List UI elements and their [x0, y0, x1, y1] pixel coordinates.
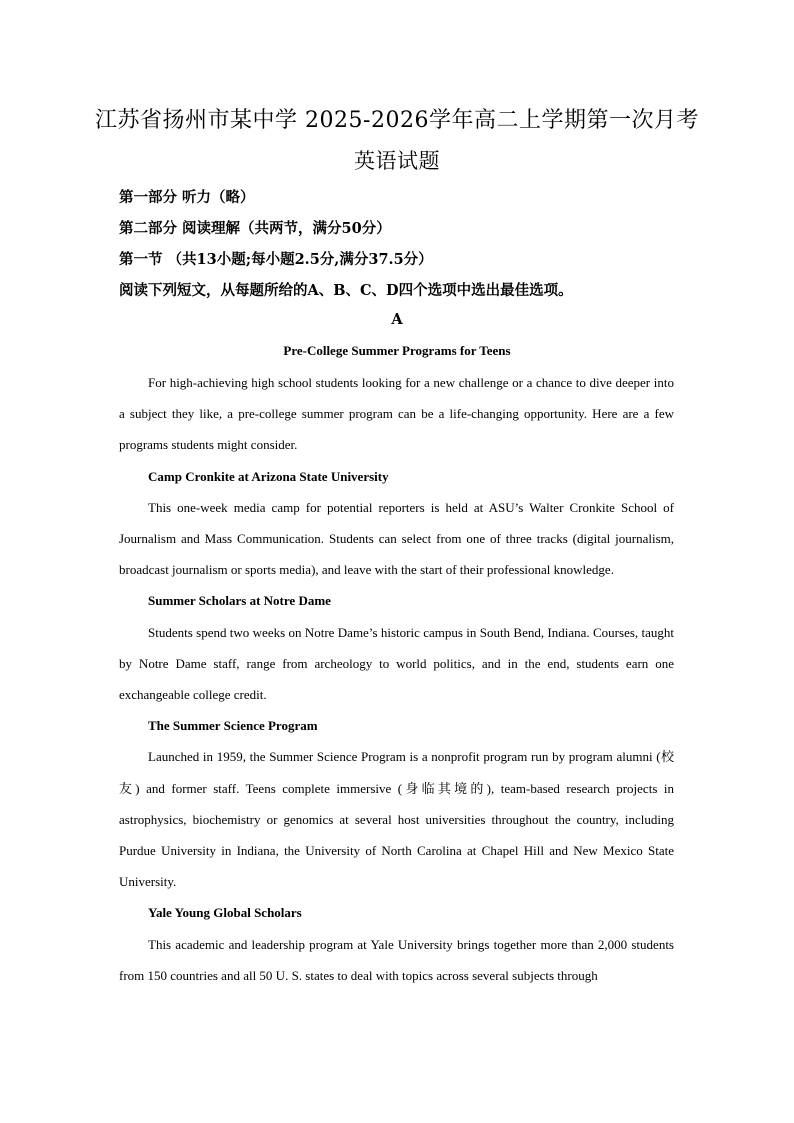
- program-heading: Summer Scholars at Notre Dame: [148, 593, 331, 609]
- program-description: Launched in 1959, the Summer Science Program is a nonprofit program run by program alumni (校友) and former staff. Teens complete immersive (身临其境的), team-based research projects in astrophysics, biochemistry or genomics at several host universities throughout the country, including Purdue University in Indiana, the University of North Carolina at Chapel Hill and New Mexico State University.: [119, 749, 674, 890]
- section-listening: 第一部分 听力（略）: [119, 189, 255, 206]
- exam-title: 江苏省扬州市某中学 2025-2026学年高二上学期第一次月考: [95, 108, 699, 133]
- passage-body: [119, 367, 674, 991]
- program-heading: Yale Young Global Scholars: [148, 905, 302, 921]
- program-description: Students spend two weeks on Notre Dame’s historic campus in South Bend, Indiana. Courses, taught by Notre Dame staff, range from archeology to world politics, and in the end, students earn one exchangeable college credit.: [119, 624, 674, 703]
- passage-title: Pre-College Summer Programs for Teens: [283, 343, 511, 358]
- section-instruction: 阅读下列短文，从每题所给的A、B、C、D四个选项中选出最佳选项。: [119, 282, 573, 299]
- section-part-one: 第一节 （共13小题;每小题2.5分,满分37.5分）: [119, 251, 433, 268]
- program-description: This academic and leadership program at Yale University brings together more than 2,000 students from 150 countries and all 50 U. S. states to deal with topics across several subjects through: [119, 936, 674, 983]
- passage-letter: A: [391, 311, 403, 328]
- program-description: This one-week media camp for potential reporters is held at ASU’s Walter Cronkite School of Journalism and Mass Communication. Students can select from one of three tracks (digital journalism, broadcast journalism or sports media), and leave with the start of their professional knowledge.: [119, 499, 674, 578]
- program-heading: Camp Cronkite at Arizona State University: [148, 468, 389, 484]
- passage-intro: For high-achieving high school students looking for a new challenge or a chance to dive deeper into a subject they like, a pre-college summer program can be a life-changing opportunity. Here are a few programs students might consider.: [119, 375, 674, 453]
- exam-subtitle: 英语试题: [354, 149, 440, 173]
- section-reading: 第二部分 阅读理解（共两节，满分50分）: [119, 220, 391, 237]
- program-heading: The Summer Science Program: [148, 718, 318, 734]
